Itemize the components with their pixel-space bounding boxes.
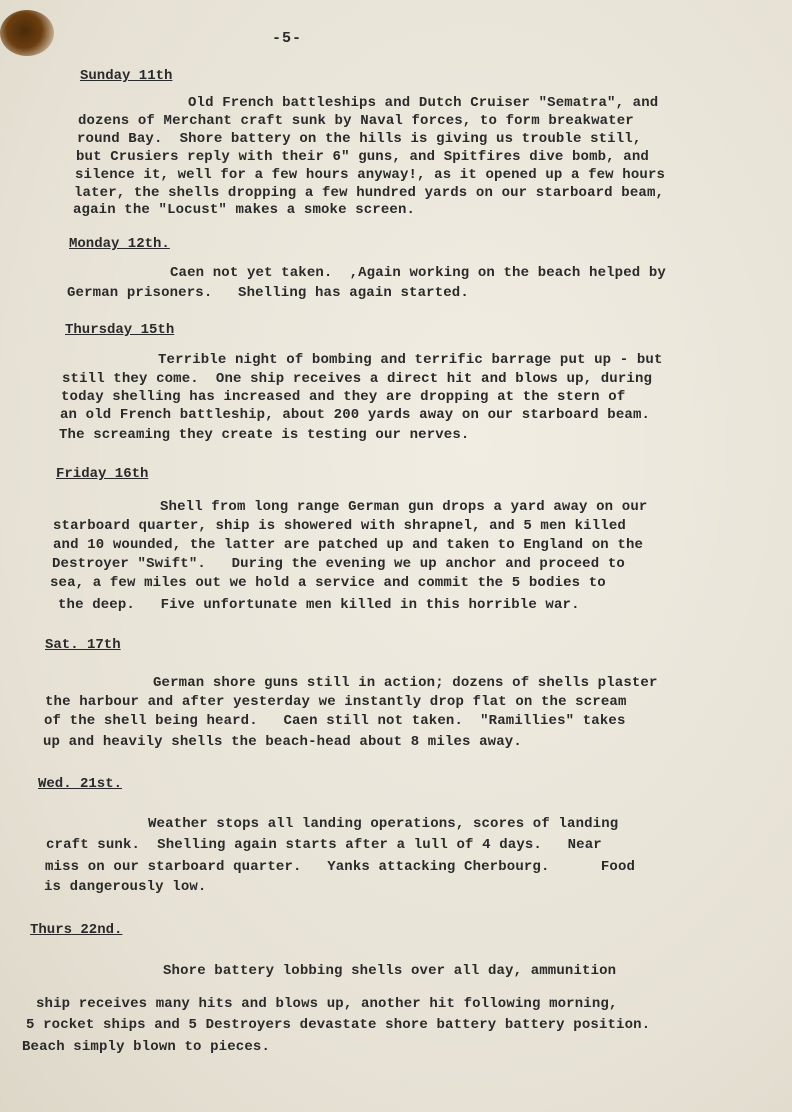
entry-line: German prisoners. Shelling has again started.	[67, 285, 469, 301]
entry-line: of the shell being heard. Caen still not taken. "Ramillies" takes	[44, 713, 626, 729]
entry-line: ship receives many hits and blows up, another hit following morning,	[36, 996, 618, 1012]
entry-line: today shelling has increased and they are dropping at the stern of	[61, 389, 626, 405]
entry-line: still they come. One ship receives a direct hit and blows up, during	[62, 371, 653, 387]
entry-line: but Crusiers reply with their 6" guns, and Spitfires dive bomb, and	[76, 149, 649, 165]
entry-line: sea, a few miles out we hold a service and commit the 5 bodies to	[50, 575, 606, 591]
entry-line: The screaming they create is testing our nerves.	[59, 427, 470, 443]
entry-line: craft sunk. Shelling again starts after a lull of 4 days. Near	[46, 837, 602, 853]
entry-line: round Bay. Shore battery on the hills is giving us trouble still,	[77, 131, 642, 147]
entry-line: is dangerously low.	[44, 879, 207, 895]
entry-heading-thursday-22: Thurs 22nd.	[30, 922, 123, 938]
entry-line: Shore battery lobbing shells over all day, ammunition	[163, 963, 617, 979]
entry-heading-wednesday: Wed. 21st.	[38, 776, 123, 792]
entry-line: Beach simply blown to pieces.	[22, 1039, 270, 1055]
entry-heading-saturday: Sat. 17th	[45, 637, 121, 653]
entry-line: Shell from long range German gun drops a yard away on our	[160, 499, 648, 515]
entry-line: Weather stops all landing operations, scores of landing	[148, 816, 619, 832]
entry-line: dozens of Merchant craft sunk by Naval forces, to form breakwater	[78, 113, 634, 129]
entry-line: an old French battleship, about 200 yards away on our starboard beam.	[60, 407, 651, 423]
entry-line: later, the shells dropping a few hundred yards on our starboard beam,	[74, 185, 665, 201]
entry-line: and 10 wounded, the latter are patched up and taken to England on the	[53, 537, 644, 553]
entry-heading-friday: Friday 16th	[56, 466, 149, 482]
entry-heading-sunday: Sunday 11th	[80, 68, 173, 84]
entry-line: 5 rocket ships and 5 Destroyers devastate shore battery battery position.	[26, 1017, 651, 1033]
entry-line: Caen not yet taken. ,Again working on the beach helped by	[170, 265, 666, 281]
entry-heading-monday: Monday 12th.	[69, 236, 170, 252]
entry-line: Terrible night of bombing and terrific barrage put up - but	[158, 352, 663, 368]
entry-line: up and heavily shells the beach-head about 8 miles away.	[43, 734, 522, 750]
entry-line: Old French battleships and Dutch Cruiser "Sematra", and	[188, 95, 659, 111]
entry-heading-thursday: Thursday 15th	[65, 322, 175, 338]
entry-line: silence it, well for a few hours anyway!, as it opened up a few hours	[75, 167, 666, 183]
entry-line: starboard quarter, ship is showered with shrapnel, and 5 men killed	[53, 518, 626, 534]
entry-line: again the "Locust" makes a smoke screen.	[73, 202, 416, 218]
entry-line: the harbour and after yesterday we instantly drop flat on the scream	[45, 694, 627, 710]
entry-line: German shore guns still in action; dozens of shells plaster	[153, 675, 658, 691]
entry-line: Destroyer "Swift". During the evening we up anchor and proceed to	[52, 556, 625, 572]
ink-stain	[0, 10, 54, 56]
entry-line: miss on our starboard quarter. Yanks attacking Cherbourg. Food	[45, 859, 636, 875]
entry-line: the deep. Five unfortunate men killed in this horrible war.	[58, 597, 580, 613]
page-number: -5-	[272, 30, 303, 47]
